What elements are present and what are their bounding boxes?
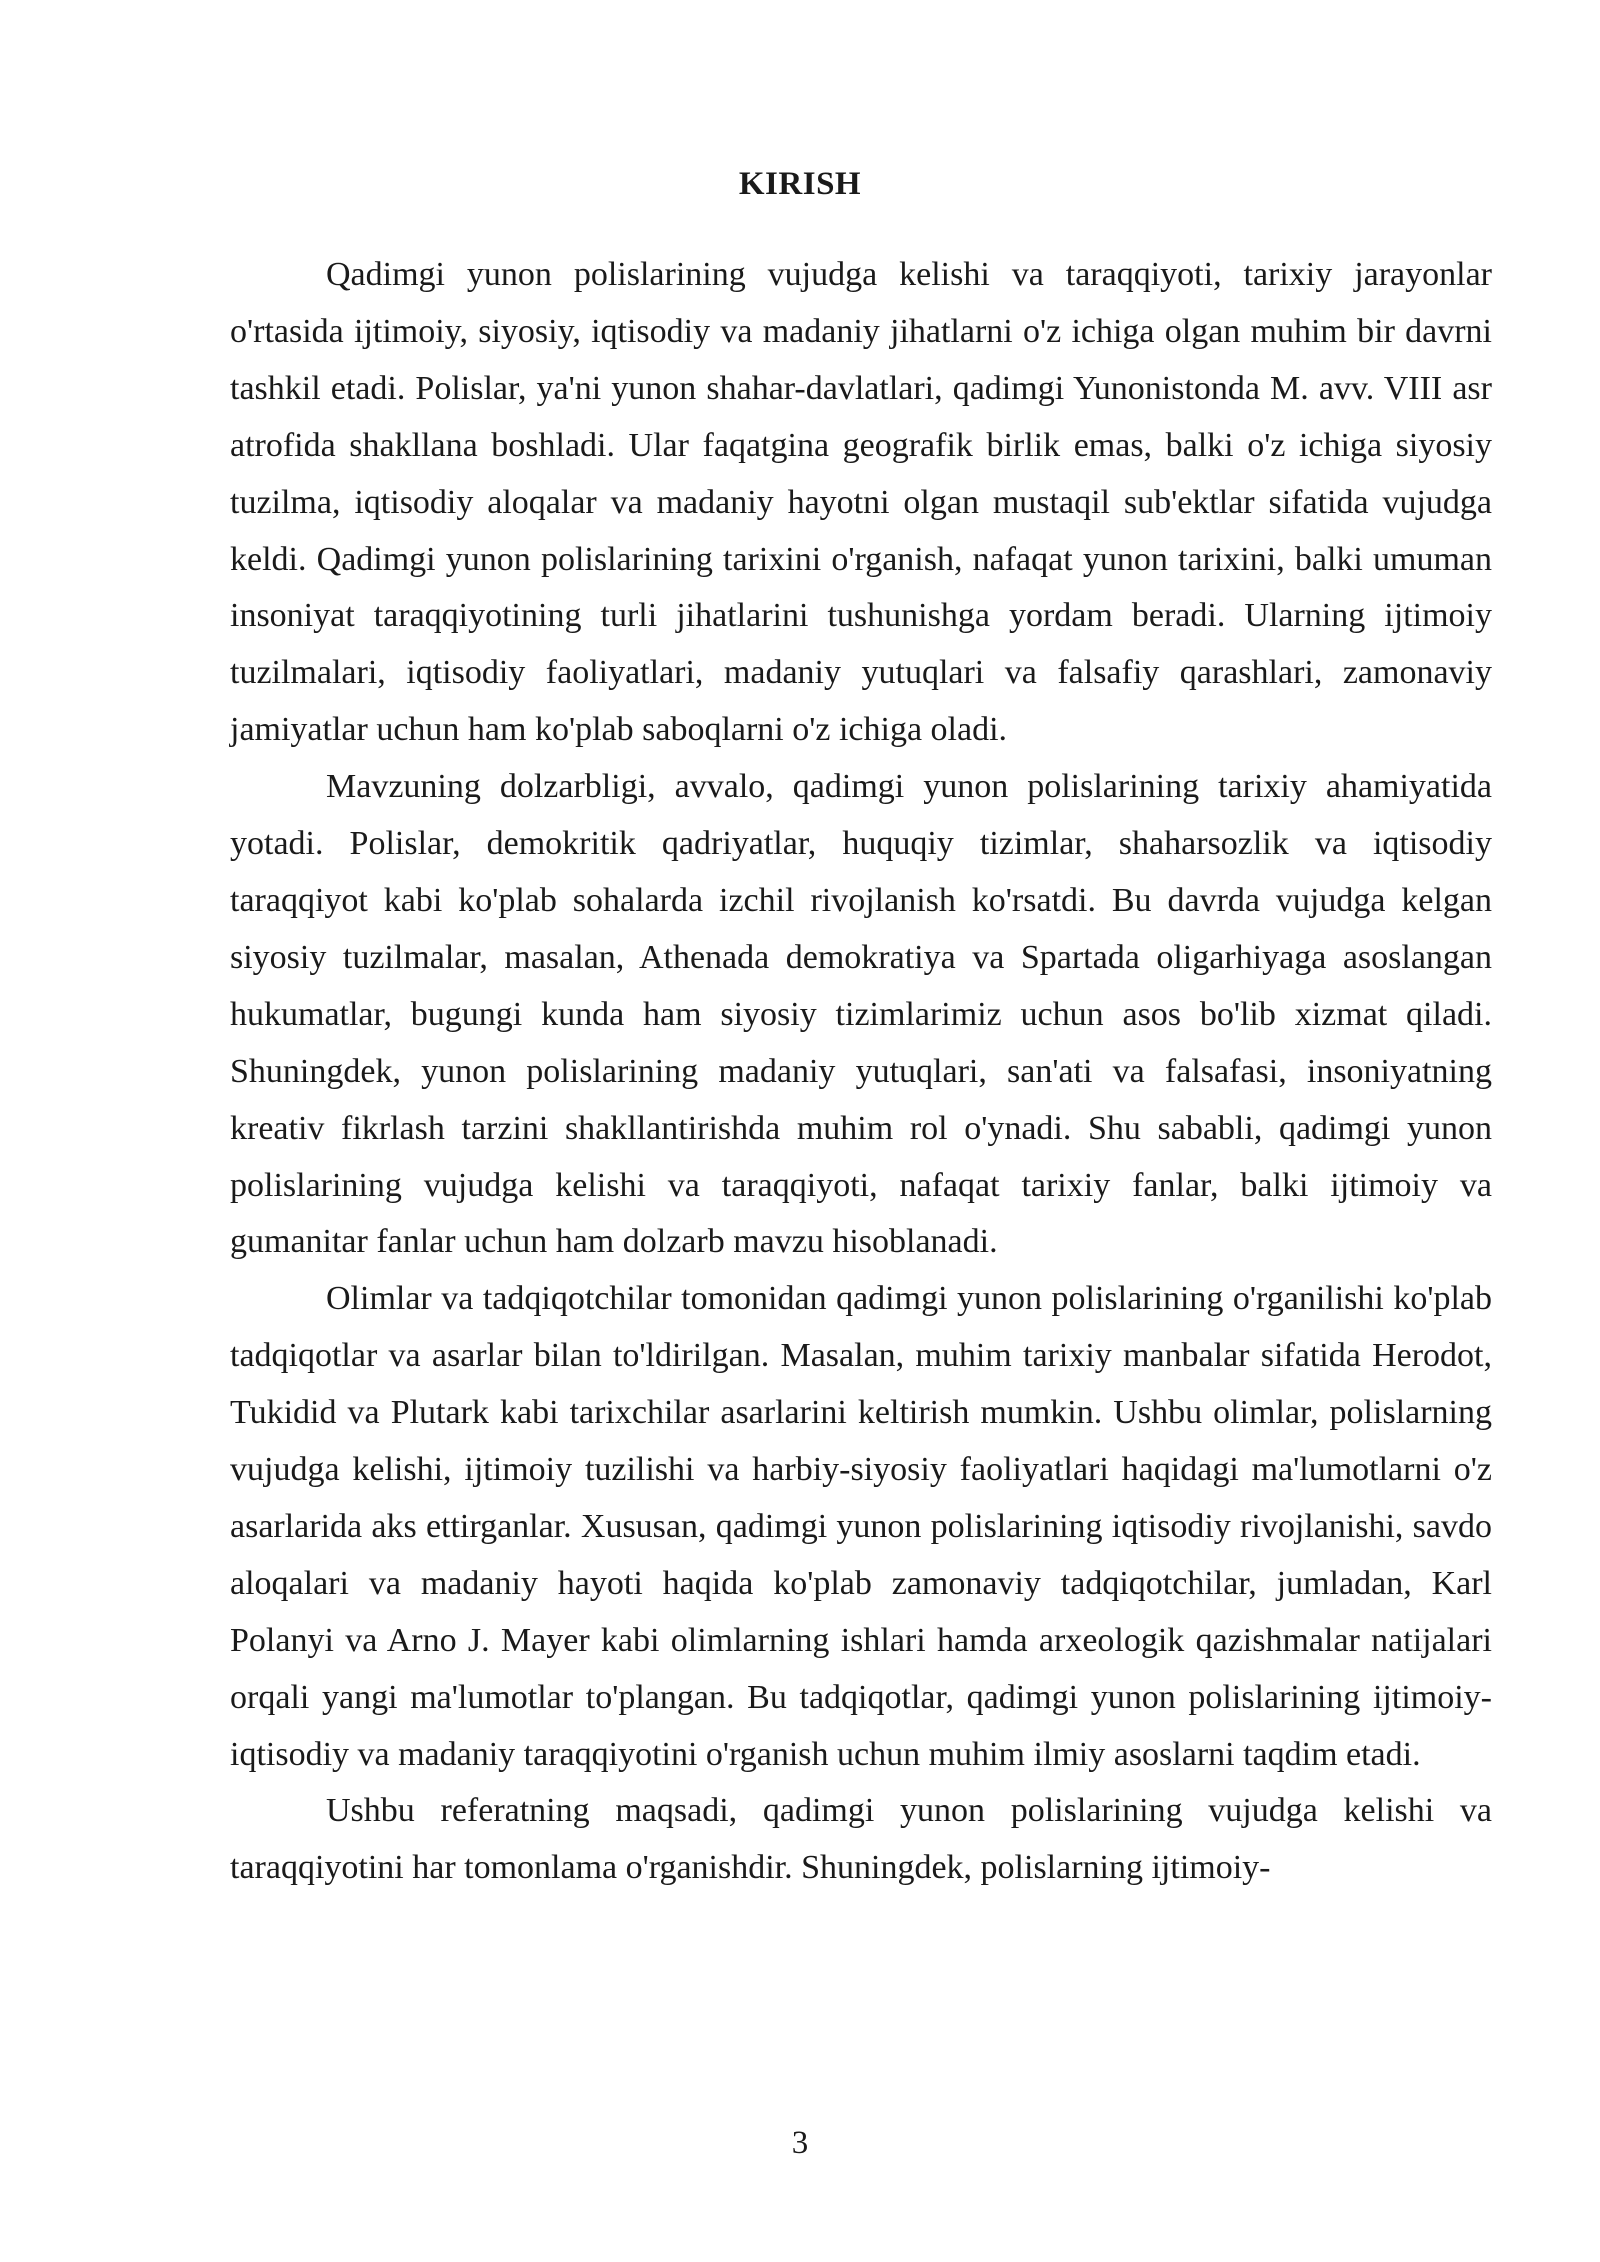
body-text [230, 247, 1492, 1897]
page-title: KIRISH [738, 166, 862, 202]
paragraph-research: Olimlar va tadqiqotchilar tomonidan qadimgi yunon polislarining o'rganilishi ko'plab tadqiqotlar va asarlar bilan to'ldirilgan. Masalan, muhim tarixiy manbalar sifatida Herodot, Tukidid va Plutark kabi tarixchilar asarlarini keltirish mumkin. Ushbu olimlar, polislarning vujudga kelishi, ijtimoiy tuzilishi va harbiy-siyosiy faoliyatlari haqidagi ma'lumotlarni o'z asarlarida aks ettirganlar. Xususan, qadimgi yunon polislarining iqtisodiy rivojlanishi, savdo aloqalari va madaniy hayoti haqida ko'plab zamonaviy tadqiqotchilar, jumladan, Karl Polanyi va Arno J. Mayer kabi olimlarning ishlari hamda arxeologik qazishmalar natijalari orqali yangi ma'lumotlar to'plangan. Bu tadqiqotlar, qadimgi yunon polislarining ijtimoiy-iqtisodiy va madaniy taraqqiyotini o'rganish uchun muhim ilmiy asoslarni taqdim etadi. [230, 1280, 1492, 1773]
paragraph-intro: Qadimgi yunon polislarining vujudga kelishi va taraqqiyoti, tarixiy jarayonlar o'rtasida ijtimoiy, siyosiy, iqtisodiy va madaniy jihatlarni o'z ichiga olgan muhim bir davrni tashkil etadi. Polislar, ya'ni yunon shahar-davlatlari, qadimgi Yunonistonda M. avv. VIII asr atrofida shakllana boshladi. Ular faqatgina geografik birlik emas, balki o'z ichiga siyosiy tuzilma, iqtisodiy aloqalar va madaniy hayotni olgan mustaqil sub'ektlar sifatida vujudga keldi. Qadimgi yunon polislarining tarixini o'rganish, nafaqat yunon tarixini, balki umuman insoniyat taraqqiyotining turli jihatlarini tushunishga yordam beradi. Ularning ijtimoiy tuzilmalari, iqtisodiy faoliyatlari, madaniy yutuqlari va falsafiy qarashlari, zamonaviy jamiyatlar uchun ham ko'plab saboqlarni o'z ichiga oladi. [230, 256, 1492, 749]
paragraph-purpose: Ushbu referatning maqsadi, qadimgi yunon polislarining vujudga kelishi va taraqqiyotini har tomonlama o'rganishdir. Shuningdek, polislarning ijtimoiy- [230, 1792, 1492, 1887]
paragraph-relevance: Mavzuning dolzarbligi, avvalo, qadimgi yunon polislarining tarixiy ahamiyatida yotadi. Polislar, demokritik qadriyatlar, huquqiy tizimlar, shaharsozlik va iqtisodiy taraqqiyot kabi ko'plab sohalarda izchil rivojlanish ko'rsatdi. Bu davrda vujudga kelgan siyosiy tuzilmalar, masalan, Athenada demokratiya va Spartada oligarhiyaga asoslangan hukumatlar, bugungi kunda ham siyosiy tizimlarimiz uchun asos bo'lib xizmat qiladi. Shuningdek, yunon polislarining madaniy yutuqlari, san'ati va falsafasi, insoniyatning kreativ fikrlash tarzini shakllantirishda muhim rol o'ynadi. Shu sababli, qadimgi yunon polislarining vujudga kelishi va taraqqiyoti, nafaqat tarixiy fanlar, balki ijtimoiy va gumanitar fanlar uchun ham dolzarb mavzu hisoblanadi. [230, 768, 1492, 1261]
page-number: 3 [791, 2125, 809, 2161]
